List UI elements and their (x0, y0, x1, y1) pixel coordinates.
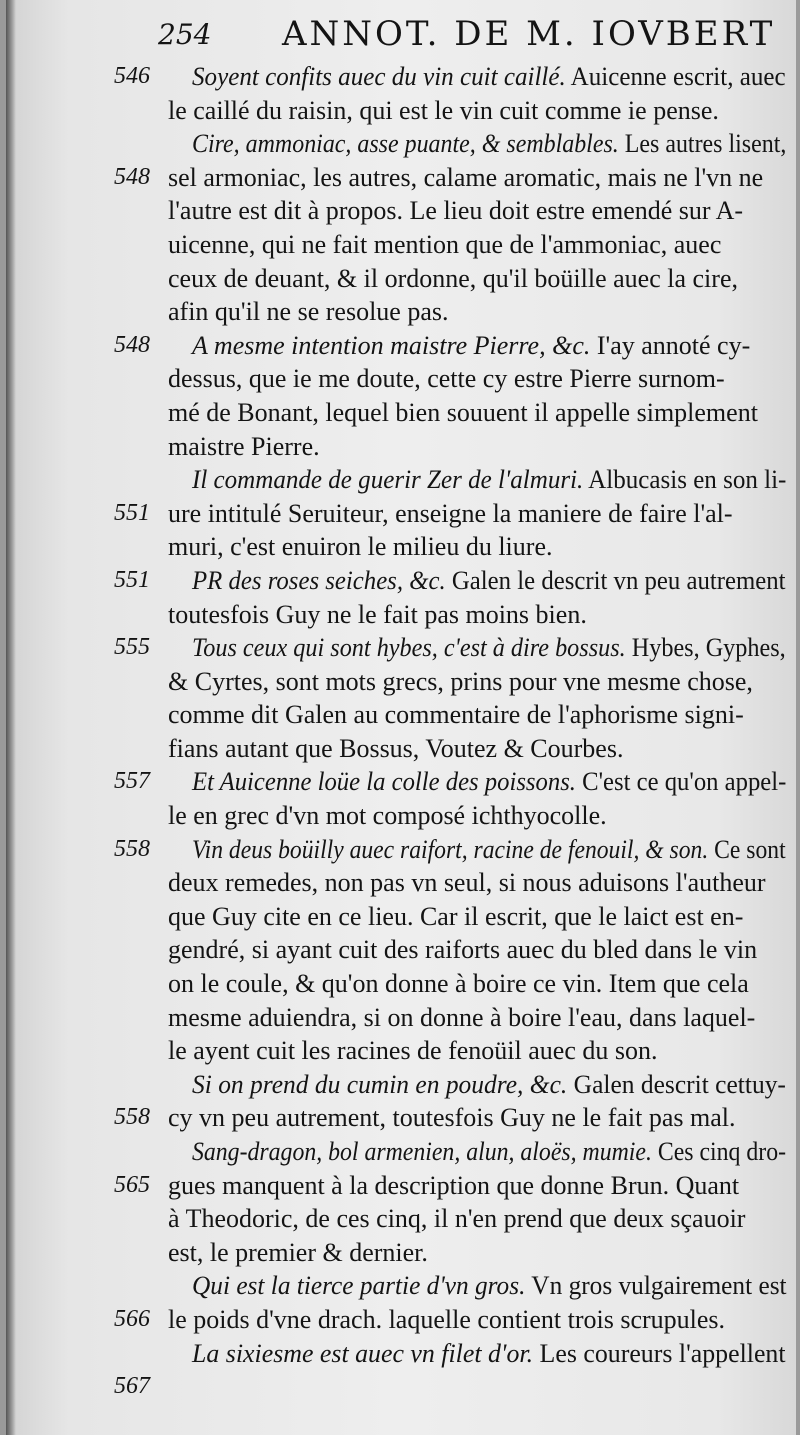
commentary-text: Ce sont (708, 834, 786, 864)
commentary-text: Galen le descrit vn peu autrement (445, 565, 786, 595)
commentary-text: le caillé du raisin, qui est le vin cuit comme ie pense. (168, 95, 719, 125)
commentary-text: Ces cinq dro- (651, 1137, 787, 1166)
commentary-text: mesme aduiendra, si on donne à boire l'eau, dans laquel- (168, 1002, 756, 1032)
commentary-text: cy vn peu autrement, toutesfois Guy ne le fait pas mal. (168, 1103, 736, 1133)
text-line (6, 1303, 796, 1337)
margin-number: 558 (114, 1104, 150, 1131)
line-text (192, 127, 786, 161)
text-line (6, 127, 796, 161)
line-text (192, 463, 786, 497)
text-line (6, 799, 796, 833)
commentary-text: Galen descrit cettuy- (567, 1069, 786, 1099)
text-line (6, 1370, 796, 1404)
lemma-italic: Cire, ammoniac, asse puante, & semblables. (192, 129, 619, 159)
margin-number: 546 (114, 63, 150, 89)
line-text (168, 228, 721, 262)
commentary-text: toutesfois Guy ne le fait pas moins bien. (168, 599, 587, 629)
line-text (192, 631, 786, 665)
line-text (168, 799, 607, 833)
text-line (6, 1101, 796, 1135)
text-line (6, 1001, 796, 1035)
text-line (6, 665, 796, 699)
text-line (6, 833, 796, 867)
text-line (6, 598, 796, 632)
page-number: 254 (158, 18, 212, 51)
commentary-text: le poids d'vne drach. laquelle contient trois scrupules. (168, 1304, 726, 1334)
text-line (6, 530, 796, 564)
commentary-text: gues manquent à la description que donne Brun. Quant (168, 1170, 740, 1200)
line-text (168, 530, 552, 564)
lemma-italic: Si on prend du cumin en poudre, &c. (192, 1069, 568, 1099)
line-text (168, 665, 753, 699)
commentary-text: muri, c'est enuiron le milieu du liure. (168, 532, 553, 562)
lemma-italic: La sixiesme est auec vn filet d'or. (192, 1338, 534, 1368)
text-line (6, 497, 796, 531)
line-text (192, 1135, 786, 1169)
text-line (6, 564, 796, 598)
lemma-italic: Et Auicenne loüe la colle des poissons. (192, 767, 576, 797)
line-text (168, 94, 719, 128)
text-line (6, 631, 796, 665)
commentary-text: ceux de deuant, & il ordonne, qu'il boüille auec la cire, (168, 263, 738, 293)
commentary-text: I'ay annoté cy- (590, 330, 751, 360)
commentary-text: C'est ce qu'on appel- (575, 767, 787, 797)
commentary-text: Les autres lisent, (618, 129, 787, 159)
commentary-text: Albucasis en son li- (583, 465, 787, 495)
line-text (168, 1001, 755, 1035)
text-line (6, 94, 796, 128)
line-text (168, 732, 623, 766)
commentary-text: ure intitulé Seruiteur, enseigne la maniere de faire l'al- (168, 498, 733, 528)
text-line (6, 194, 796, 228)
lemma-italic: Il commande de guerir Zer de l'almuri. (192, 465, 584, 495)
margin-number: 551 (114, 499, 150, 526)
text-line (6, 1068, 796, 1102)
text-line (6, 900, 796, 934)
commentary-text: à Theodoric, de ces cinq, il n'en prend que deux sçauoir (168, 1204, 746, 1234)
line-text (168, 1034, 657, 1068)
line-text (192, 564, 786, 598)
line-text (168, 698, 744, 732)
line-text (168, 866, 766, 900)
line-text (168, 430, 320, 464)
commentary-text: comme dit Galen au commentaire de l'aphorisme signi- (168, 700, 744, 730)
line-text (168, 1202, 745, 1236)
commentary-text: afin qu'il ne se resolue pas. (168, 297, 449, 327)
line-text (168, 1236, 428, 1270)
commentary-text: fians autant que Bossus, Voutez & Courbes. (168, 733, 624, 763)
lemma-italic: Qui est la tierce partie d'vn gros. (192, 1271, 526, 1301)
text-line (6, 1169, 796, 1203)
margin-number: 548 (114, 163, 150, 190)
line-text (192, 765, 786, 799)
page-header (6, 8, 796, 52)
line-text (192, 60, 786, 94)
margin-number: 557 (114, 768, 150, 795)
lemma-italic: A mesme intention maistre Pierre, &c. (192, 330, 591, 360)
line-text (168, 362, 725, 396)
margin-number: 566 (114, 1305, 150, 1332)
commentary-text: Auicenne escrit, auec (565, 62, 786, 91)
line-text (168, 598, 587, 632)
commentary-text: est, le premier & dernier. (168, 1237, 428, 1267)
lemma-italic: Sang-dragon, bol armenien, alun, aloës, mumie. (192, 1137, 652, 1166)
line-text (192, 1269, 787, 1303)
text-line (6, 1135, 796, 1169)
commentary-text: on le coule, & qu'on donne à boire ce vin. Item que cela (168, 969, 749, 999)
text-line (6, 1337, 796, 1371)
line-text (168, 262, 738, 296)
text-line (6, 60, 796, 94)
commentary-text: gendré, si ayant cuit des raiforts auec du bled dans le vin (168, 935, 758, 965)
commentary-text: Hybes, Gyphes, (625, 633, 786, 663)
text-line (6, 396, 796, 430)
text-line (6, 262, 796, 296)
text-line (6, 1202, 796, 1236)
text-line (6, 329, 796, 363)
text-line (6, 967, 796, 1001)
text-line (6, 765, 796, 799)
line-text (168, 396, 758, 430)
text-line (6, 866, 796, 900)
book-page (6, 0, 796, 1435)
line-text (168, 1303, 725, 1337)
text-line (6, 430, 796, 464)
commentary-text: deux remedes, non pas vn seul, si nous aduisons l'autheur (168, 868, 766, 898)
commentary-text: que Guy cite en ce lieu. Car il escrit, que le laict est en- (168, 901, 744, 931)
running-head: ANNOT. DE M. IOVBERT (282, 14, 776, 54)
commentary-text: & Cyrtes, sont mots grecs, prins pour vne mesme chose, (168, 666, 753, 696)
commentary-text: uicenne, qui ne fait mention que de l'ammoniac, auec (168, 229, 722, 259)
text-line (6, 228, 796, 262)
line-text (168, 194, 743, 228)
text-line (6, 463, 796, 497)
text-line (6, 732, 796, 766)
text-line (6, 161, 796, 195)
lemma-italic: Vin deus boüilly auec raifort, racine de fenouil, & son. (192, 834, 709, 864)
commentary-text: l'autre est dit à propos. Le lieu doit estre emendé sur A- (168, 196, 744, 226)
annotation-text (6, 60, 796, 1404)
margin-number: 551 (114, 566, 150, 593)
margin-number: 548 (114, 331, 150, 358)
commentary-text: mé de Bonant, lequel bien souuent il appelle simplement (168, 397, 758, 427)
text-line (6, 1034, 796, 1068)
line-text (192, 329, 750, 363)
lemma-italic: Soyent confits auec du vin cuit caillé. (192, 62, 566, 91)
line-text (168, 967, 749, 1001)
line-text (168, 900, 743, 934)
commentary-text: Vn gros vulgairement est (525, 1271, 787, 1301)
text-line (6, 1236, 796, 1270)
lemma-italic: Tous ceux qui sont hybes, c'est à dire bossus. (192, 633, 626, 663)
margin-number: 558 (114, 835, 150, 862)
line-text (192, 1337, 786, 1371)
text-line (6, 1269, 796, 1303)
commentary-text: Les coureurs l'appellent (533, 1338, 786, 1368)
line-text (168, 1101, 736, 1135)
line-text (168, 295, 449, 329)
text-line (6, 933, 796, 967)
commentary-text: sel armoniac, les autres, calame aromatic, mais ne l'vn ne (168, 162, 764, 192)
text-line (6, 295, 796, 329)
text-line (6, 698, 796, 732)
text-line (6, 362, 796, 396)
commentary-text: le ayent cuit les racines de fenoüil auec du son. (168, 1036, 658, 1066)
commentary-text: le en grec d'vn mot composé ichthyocolle. (168, 801, 607, 831)
line-text (192, 1068, 786, 1102)
line-text (168, 1169, 739, 1203)
line-text (168, 497, 733, 531)
margin-number: 565 (114, 1171, 150, 1198)
line-text (192, 833, 786, 867)
lemma-italic: PR des roses seiches, &c. (192, 565, 446, 595)
commentary-text: maistre Pierre. (168, 431, 320, 461)
margin-number: 567 (114, 1373, 150, 1400)
line-text (168, 161, 763, 195)
commentary-text: dessus, que ie me doute, cette cy estre Pierre surnom- (168, 364, 725, 394)
margin-number: 555 (114, 634, 150, 661)
line-text (168, 933, 757, 967)
